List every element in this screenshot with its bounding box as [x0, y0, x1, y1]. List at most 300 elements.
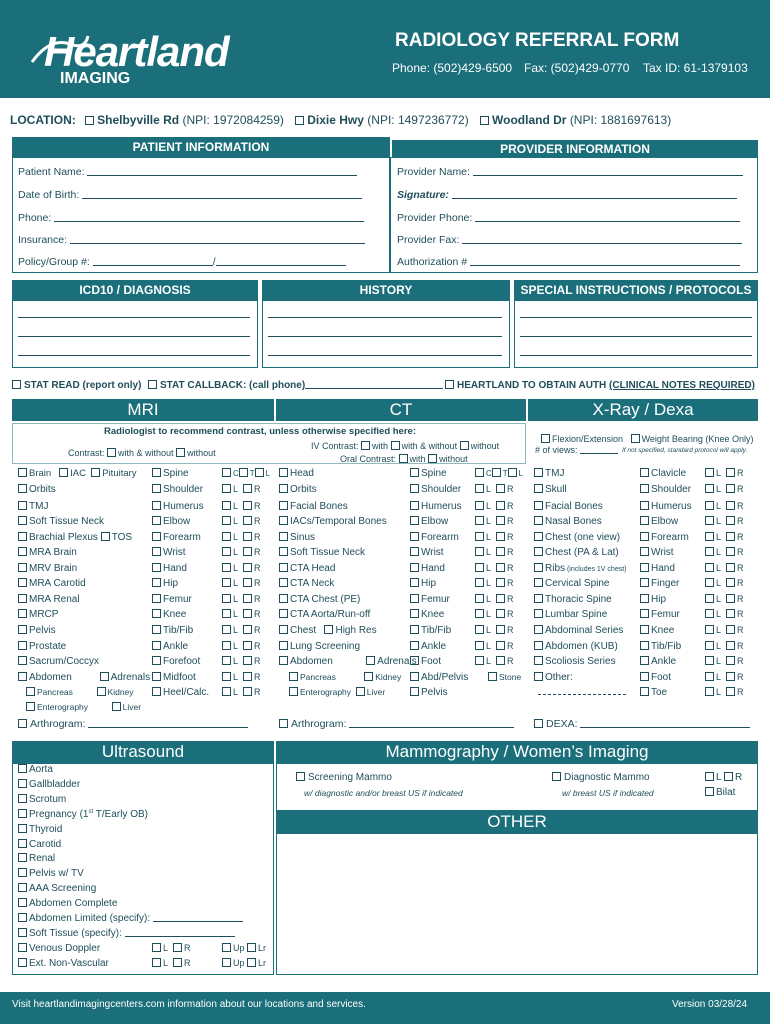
list-item [279, 578, 334, 589]
checkbox[interactable] [399, 454, 408, 463]
side-left-checkbox[interactable] [705, 625, 714, 634]
checkbox[interactable] [152, 516, 161, 525]
checkbox[interactable] [222, 468, 231, 477]
side-left-checkbox[interactable] [705, 672, 714, 681]
stat-read[interactable] [12, 379, 141, 393]
checkbox[interactable] [18, 656, 27, 665]
checkbox[interactable] [26, 702, 35, 711]
side-left-checkbox[interactable] [475, 563, 484, 572]
label: IACs/Temporal Bones [290, 516, 387, 527]
list-item [18, 484, 56, 495]
checkbox[interactable] [534, 468, 543, 477]
side-right-checkbox[interactable] [726, 641, 735, 650]
checkbox[interactable] [18, 839, 27, 848]
side-right-checkbox[interactable] [496, 594, 505, 603]
side-right-checkbox[interactable] [243, 594, 252, 603]
side-right-checkbox[interactable] [726, 578, 735, 587]
history-box[interactable] [262, 300, 510, 368]
checkbox[interactable] [289, 687, 298, 696]
checkbox[interactable] [18, 484, 27, 493]
side-right-checkbox[interactable] [726, 563, 735, 572]
mammo-bilat[interactable] [705, 787, 735, 798]
checkbox[interactable] [640, 641, 649, 650]
checkbox[interactable] [640, 656, 649, 665]
dexa[interactable] [534, 718, 750, 730]
checkbox[interactable] [152, 563, 161, 572]
location-checkbox-dixie[interactable] [295, 116, 304, 125]
checkbox[interactable] [410, 625, 419, 634]
checkbox[interactable] [176, 448, 185, 457]
side-l: L [716, 687, 722, 697]
side-left-checkbox[interactable] [705, 687, 714, 696]
checkbox[interactable] [152, 594, 161, 603]
checkbox[interactable] [101, 532, 110, 541]
checkbox[interactable] [152, 578, 161, 587]
checkbox[interactable] [640, 484, 649, 493]
checkbox[interactable] [18, 853, 27, 862]
side-right-checkbox[interactable] [496, 547, 505, 556]
side-left-checkbox[interactable] [475, 578, 484, 587]
side-right-checkbox[interactable] [496, 532, 505, 541]
side-right-checkbox[interactable] [243, 484, 252, 493]
label: Weight Bearing (Knee Only) [641, 434, 754, 444]
side-left-checkbox[interactable] [475, 532, 484, 541]
checkbox[interactable] [18, 672, 27, 681]
list-item [18, 563, 77, 574]
checkbox[interactable] [279, 578, 288, 587]
label: Shoulder [163, 484, 204, 495]
side-left-checkbox[interactable] [152, 943, 161, 952]
field-label: Provider Name: [397, 166, 470, 178]
checkbox[interactable] [18, 824, 27, 833]
list-item [705, 468, 744, 478]
side-left-checkbox[interactable] [705, 547, 714, 556]
checkbox[interactable] [410, 656, 419, 665]
checkbox[interactable] [152, 656, 161, 665]
side-r: R [737, 687, 744, 697]
checkbox[interactable] [640, 594, 649, 603]
side-right-checkbox[interactable] [726, 625, 735, 634]
side-right-checkbox[interactable] [173, 958, 182, 967]
side-right-checkbox[interactable] [243, 501, 252, 510]
side-l: L [716, 656, 722, 666]
side-left-checkbox[interactable] [705, 532, 714, 541]
policy-field[interactable] [18, 256, 373, 268]
side-r: R [254, 687, 261, 697]
side-left-checkbox[interactable] [222, 656, 231, 665]
side-left-checkbox[interactable] [222, 501, 231, 510]
checkbox[interactable] [640, 547, 649, 556]
checkbox[interactable] [410, 468, 419, 477]
checkbox[interactable] [492, 468, 501, 477]
side-right-checkbox[interactable] [726, 672, 735, 681]
side-left-checkbox[interactable] [222, 547, 231, 556]
label: C [233, 469, 239, 478]
list-item [152, 656, 200, 667]
icd-box[interactable] [12, 300, 258, 368]
checkbox[interactable] [410, 687, 419, 696]
checkbox[interactable] [640, 672, 649, 681]
list-item [410, 547, 444, 558]
signature-field[interactable] [397, 189, 752, 201]
provider-phone-field[interactable] [397, 212, 752, 224]
side-right-checkbox[interactable] [726, 687, 735, 696]
side-left-checkbox[interactable] [705, 563, 714, 572]
checkbox[interactable] [475, 468, 484, 477]
xray-views[interactable] [535, 445, 618, 455]
label: Foot [421, 656, 442, 667]
checkbox[interactable] [26, 687, 35, 696]
checkbox[interactable] [222, 943, 231, 952]
checkbox[interactable] [152, 687, 161, 696]
checkbox[interactable] [534, 656, 543, 665]
checkbox[interactable] [239, 468, 248, 477]
side-r: R [507, 547, 514, 557]
checkbox[interactable] [100, 672, 109, 681]
checkbox[interactable] [279, 532, 288, 541]
specify-line[interactable] [125, 928, 235, 937]
checkbox[interactable] [410, 532, 419, 541]
checkbox[interactable] [391, 441, 400, 450]
checkbox[interactable] [107, 448, 116, 457]
side-right-checkbox[interactable] [726, 609, 735, 618]
side-left-checkbox[interactable] [705, 468, 714, 477]
checkbox[interactable] [534, 563, 543, 572]
side-left-checkbox[interactable] [705, 594, 714, 603]
checkbox[interactable] [534, 501, 543, 510]
mammo-box [276, 763, 758, 811]
list-item [152, 501, 204, 512]
checkbox[interactable] [18, 547, 27, 556]
side-right-checkbox[interactable] [243, 563, 252, 572]
checkbox[interactable] [18, 501, 27, 510]
insurance-field[interactable] [18, 234, 373, 246]
side-left-checkbox[interactable] [705, 656, 714, 665]
list-item [18, 468, 137, 479]
side-left-checkbox[interactable] [222, 594, 231, 603]
label: Thyroid [29, 824, 63, 835]
logo-subtext: IMAGING [60, 70, 131, 87]
checkbox[interactable] [18, 764, 27, 773]
ct-arthrogram[interactable] [279, 718, 514, 730]
side-right-checkbox[interactable] [726, 532, 735, 541]
list-item [640, 625, 674, 636]
checkbox[interactable] [428, 454, 437, 463]
label: MRA Carotid [29, 578, 86, 589]
checkbox[interactable] [18, 794, 27, 803]
heartland-auth[interactable] [445, 379, 755, 393]
checkbox[interactable] [18, 532, 27, 541]
provider-fax-field[interactable] [397, 234, 752, 246]
checkbox[interactable] [640, 609, 649, 618]
checkbox[interactable] [410, 547, 419, 556]
side-right-checkbox[interactable] [496, 563, 505, 572]
checkbox[interactable] [279, 547, 288, 556]
mri-arthrogram[interactable] [18, 718, 248, 730]
checkbox[interactable] [247, 943, 256, 952]
side-r: R [254, 563, 261, 573]
list-item [410, 484, 461, 495]
side-left-checkbox[interactable] [705, 609, 714, 618]
checkbox[interactable] [410, 501, 419, 510]
checkbox[interactable] [460, 441, 469, 450]
side-right-checkbox[interactable] [243, 578, 252, 587]
checkbox[interactable] [279, 516, 288, 525]
checkbox[interactable] [534, 532, 543, 541]
side-left-checkbox[interactable] [475, 656, 484, 665]
label: Chest (one view) [545, 532, 621, 543]
checkbox[interactable] [91, 468, 100, 477]
location-checkbox-shelbyville[interactable] [85, 116, 94, 125]
checkbox[interactable] [152, 547, 161, 556]
side-right-checkbox[interactable] [496, 609, 505, 618]
checkbox[interactable] [18, 883, 27, 892]
checkbox[interactable] [152, 468, 161, 477]
checkbox[interactable] [18, 809, 27, 818]
checkbox[interactable] [279, 609, 288, 618]
checkbox[interactable] [410, 563, 419, 572]
other-line[interactable] [538, 694, 626, 695]
checkbox[interactable] [640, 578, 649, 587]
side-right-checkbox[interactable] [496, 625, 505, 634]
label: with & without [118, 448, 174, 458]
label [51, 468, 59, 479]
checkbox[interactable] [410, 578, 419, 587]
side-right-checkbox[interactable] [243, 547, 252, 556]
checkbox[interactable] [410, 672, 419, 681]
checkbox[interactable] [18, 928, 27, 937]
label: Carotid [29, 839, 62, 850]
side-right-checkbox[interactable] [496, 484, 505, 493]
side-left-checkbox[interactable] [705, 501, 714, 510]
checkbox[interactable] [247, 958, 256, 967]
checkbox[interactable] [534, 609, 543, 618]
side-right-checkbox[interactable] [726, 501, 735, 510]
checkbox[interactable] [18, 625, 27, 634]
side-right-checkbox[interactable] [243, 672, 252, 681]
checkbox[interactable] [534, 547, 543, 556]
checkbox[interactable] [279, 468, 288, 477]
checkbox[interactable] [18, 641, 27, 650]
checkbox[interactable] [410, 641, 419, 650]
side-right-checkbox[interactable] [496, 578, 505, 587]
checkbox[interactable] [640, 501, 649, 510]
checkbox[interactable] [324, 625, 333, 634]
side-left-checkbox[interactable] [222, 625, 231, 634]
checkbox[interactable] [541, 434, 550, 443]
side-right-checkbox[interactable] [496, 641, 505, 650]
side-right-checkbox[interactable] [726, 656, 735, 665]
list-item [152, 687, 209, 698]
side-left-checkbox[interactable] [222, 516, 231, 525]
location-npi: (NPI: 1497236772) [367, 113, 469, 127]
field-label: Authorization # [397, 256, 468, 268]
side-l: L [486, 547, 492, 557]
stat-callback[interactable] [148, 379, 443, 393]
checkbox[interactable] [534, 516, 543, 525]
side-right-checkbox[interactable] [726, 468, 735, 477]
side-left-checkbox[interactable] [705, 484, 714, 493]
checkbox[interactable] [356, 687, 365, 696]
side-right-checkbox[interactable] [173, 943, 182, 952]
provider-name-field[interactable] [397, 166, 752, 178]
side-l: L [486, 578, 492, 588]
checkbox[interactable] [97, 687, 106, 696]
screening-mammo[interactable] [296, 772, 392, 783]
checkbox[interactable] [279, 501, 288, 510]
side-left-checkbox[interactable] [152, 958, 161, 967]
checkbox[interactable] [18, 516, 27, 525]
checkbox[interactable] [534, 484, 543, 493]
side-left-checkbox[interactable] [475, 641, 484, 650]
checkbox[interactable] [361, 441, 370, 450]
checkbox[interactable] [18, 958, 27, 967]
checkbox[interactable] [152, 532, 161, 541]
checkbox[interactable] [18, 943, 27, 952]
checkbox[interactable] [18, 868, 27, 877]
side-left-checkbox[interactable] [222, 484, 231, 493]
side-right-checkbox[interactable] [726, 594, 735, 603]
checkbox[interactable] [488, 672, 497, 681]
checkbox[interactable] [410, 594, 419, 603]
side-left-checkbox[interactable] [705, 516, 714, 525]
side-left-checkbox[interactable] [475, 484, 484, 493]
label: Pelvis [421, 687, 448, 698]
list-item [152, 609, 186, 620]
checkbox[interactable] [534, 594, 543, 603]
checkbox[interactable] [112, 702, 121, 711]
side-left-checkbox[interactable] [705, 578, 714, 587]
side-right-checkbox[interactable] [243, 532, 252, 541]
checkbox[interactable] [18, 578, 27, 587]
checkbox[interactable] [222, 958, 231, 967]
checkbox[interactable] [279, 656, 288, 665]
patient-phone-field[interactable] [18, 212, 373, 224]
label: Orbits [290, 484, 317, 495]
checkbox[interactable] [18, 468, 27, 477]
side-right-checkbox[interactable] [496, 516, 505, 525]
checkbox[interactable] [18, 594, 27, 603]
side-left-checkbox[interactable] [475, 501, 484, 510]
side-left-checkbox[interactable] [475, 609, 484, 618]
side-left-checkbox[interactable] [222, 563, 231, 572]
checkbox[interactable] [152, 501, 161, 510]
side-left-checkbox[interactable] [222, 641, 231, 650]
checkbox[interactable] [364, 672, 373, 681]
checkbox[interactable] [410, 484, 419, 493]
side-right-checkbox[interactable] [243, 656, 252, 665]
checkbox[interactable] [640, 468, 649, 477]
location-checkbox-woodland[interactable] [480, 116, 489, 125]
special-box[interactable] [514, 300, 758, 368]
label: Thoracic Spine [545, 594, 612, 605]
header-phone: Phone: (502)429-6500 [392, 61, 513, 75]
checkbox[interactable] [279, 641, 288, 650]
side-right-checkbox[interactable] [726, 516, 735, 525]
specify-line[interactable] [153, 913, 243, 922]
label: Soft Tissue Neck [29, 516, 105, 527]
checkbox[interactable] [289, 672, 298, 681]
checkbox[interactable] [534, 578, 543, 587]
checkbox[interactable] [640, 532, 649, 541]
checkbox[interactable] [18, 898, 27, 907]
side-right-checkbox[interactable] [243, 625, 252, 634]
patient-name-field[interactable] [18, 166, 373, 178]
checkbox[interactable] [640, 516, 649, 525]
write-line [18, 355, 250, 356]
checkbox[interactable] [631, 434, 640, 443]
checkbox[interactable] [534, 672, 543, 681]
field-label: Policy/Group #: [18, 256, 90, 268]
side-left-checkbox[interactable] [475, 625, 484, 634]
checkbox[interactable] [534, 625, 543, 634]
diagnostic-mammo[interactable] [552, 772, 650, 783]
checkbox[interactable] [279, 484, 288, 493]
dob-field[interactable] [18, 189, 373, 201]
checkbox[interactable] [18, 779, 27, 788]
side-right-checkbox[interactable] [496, 656, 505, 665]
list-item [534, 641, 618, 652]
checkbox[interactable] [152, 625, 161, 634]
side-right-checkbox[interactable] [243, 641, 252, 650]
side-l: L [233, 532, 239, 542]
checkbox[interactable] [152, 672, 161, 681]
checkbox[interactable] [255, 468, 264, 477]
side-left-checkbox[interactable] [222, 672, 231, 681]
checkbox[interactable] [279, 563, 288, 572]
checkbox[interactable] [59, 468, 68, 477]
side-left-checkbox[interactable] [475, 516, 484, 525]
authorization-field[interactable] [397, 256, 752, 268]
side-left-checkbox[interactable] [222, 578, 231, 587]
other-box[interactable] [276, 833, 758, 975]
checkbox[interactable] [410, 609, 419, 618]
side-right-checkbox[interactable] [726, 484, 735, 493]
side-left-checkbox[interactable] [222, 609, 231, 618]
checkbox[interactable] [410, 516, 419, 525]
side-right-checkbox[interactable] [243, 609, 252, 618]
checkbox[interactable] [534, 641, 543, 650]
side-left-checkbox[interactable] [222, 532, 231, 541]
checkbox[interactable] [640, 625, 649, 634]
checkbox[interactable] [152, 641, 161, 650]
checkbox[interactable] [152, 609, 161, 618]
checkbox[interactable] [18, 609, 27, 618]
side-right-checkbox[interactable] [243, 516, 252, 525]
side-right-checkbox[interactable] [496, 501, 505, 510]
side-right-checkbox[interactable] [243, 687, 252, 696]
side-left-checkbox[interactable] [222, 687, 231, 696]
checkbox[interactable] [640, 563, 649, 572]
label: Clavicle [651, 468, 687, 479]
checkbox[interactable] [640, 687, 649, 696]
list-item [475, 609, 514, 619]
checkbox[interactable] [279, 594, 288, 603]
checkbox[interactable] [279, 625, 288, 634]
checkbox[interactable] [18, 563, 27, 572]
side-left-checkbox[interactable] [705, 641, 714, 650]
side-right-checkbox[interactable] [726, 547, 735, 556]
side-left-checkbox[interactable] [475, 594, 484, 603]
checkbox[interactable] [508, 468, 517, 477]
label: High Res [335, 625, 377, 636]
side-left-checkbox[interactable] [475, 547, 484, 556]
checkbox[interactable] [366, 656, 375, 665]
side-r: R [254, 641, 261, 651]
checkbox[interactable] [18, 913, 27, 922]
mammo-side[interactable] [705, 772, 742, 783]
checkbox[interactable] [152, 484, 161, 493]
